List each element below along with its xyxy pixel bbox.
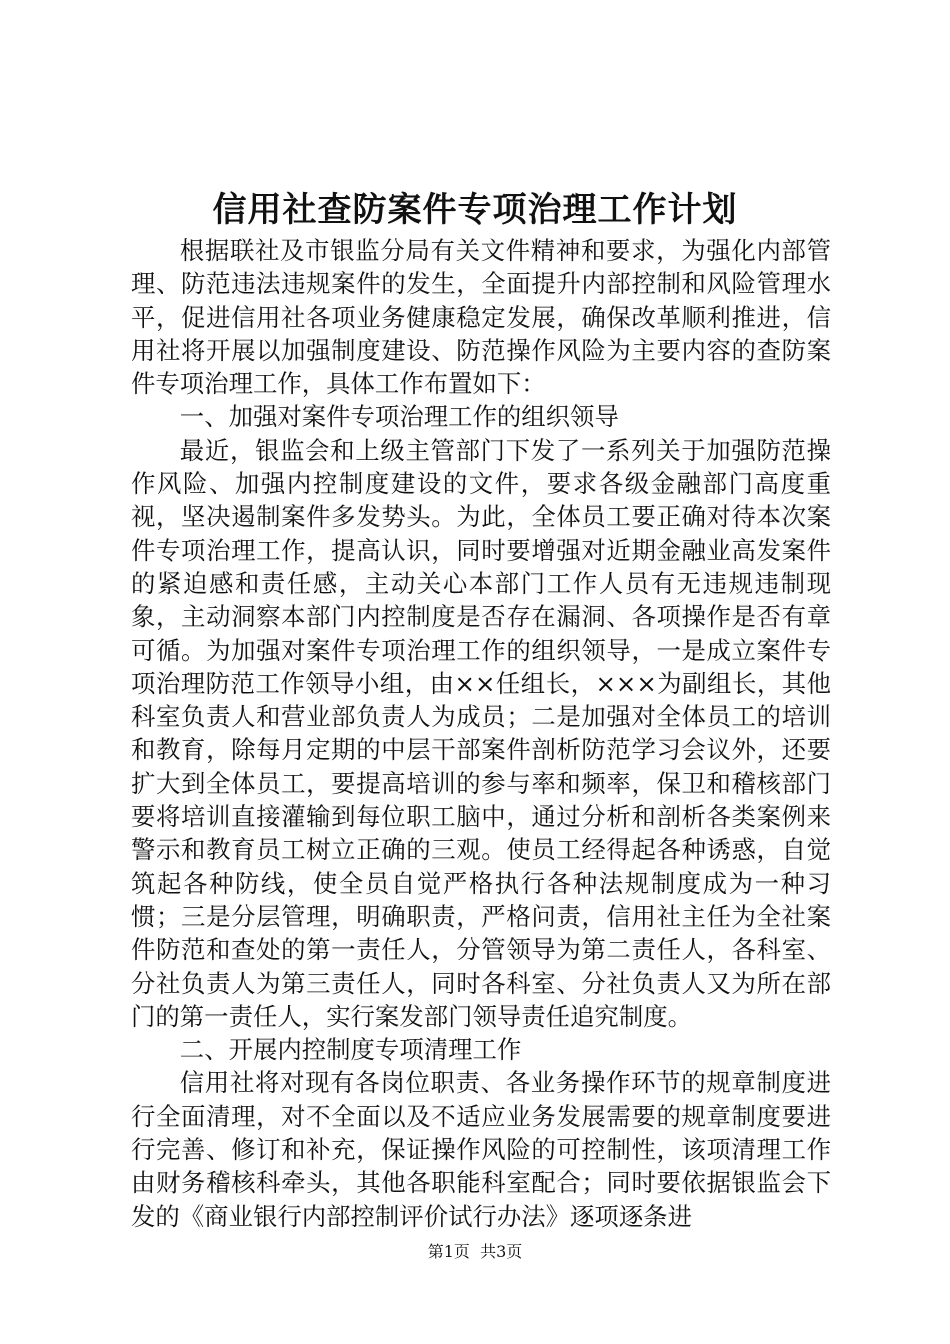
intro-paragraph: 根据联社及市银监分局有关文件精神和要求，为强化内部管理、防范违法违规案件的发生，全面提升内部控制和风险管理水平，促进信用社各项业务健康稳定发展，确保改革顺利推进，信用社将开展以加强制度建设、防范操作风险为主要内容的查防案件专项治理工作，具体工作布置如下： [131,236,831,399]
section-2-heading: 二、开展内控制度专项清理工作 [179,1035,522,1065]
document-title: 信用社查防案件专项治理工作计划 [212,190,738,230]
section-2-paragraph: 信用社将对现有各岗位职责、各业务操作环节的规章制度进行全面清理，对不全面以及不适应业务发展需要的规章制度要进行完善、修订和补充，保证操作风险的可控制性，该项清理工作由财务稽核科牵头，其他各职能科室配合；同时要依据银监会下发的《商业银行内部控制评价试行办法》逐项逐条进 [131,1068,831,1231]
page-footer: 第1页 共3页 [427,1242,523,1261]
section-1-heading: 一、加强对案件专项治理工作的组织领导 [179,402,619,432]
section-1-paragraph: 最近，银监会和上级主管部门下发了一系列关于加强防范操作风险、加强内控制度建设的文件，要求各级金融部门高度重视，坚决遏制案件多发势头。为此，全体员工要正确对待本次案件专项治理工作，提高认识，同时要增强对近期金融业高发案件的紧迫感和责任感，主动关心本部门工作人员有无违规违制现象，主动洞察本部门内控制度是否存在漏洞、各项操作是否有章可循。为加强对案件专项治理工作的组织领导，一是成立案件专项治理防范工作领导小组，由××任组长，×××为副组长，其他科室负责人和营业部负责人为成员；二是加强对全体员工的培训和教育，除每月定期的中层干部案件剖析防范学习会议外，还要扩大到全体员工，要提高培训的参与率和频率，保卫和稽核部门要将培训直接灌输到每位职工脑中，通过分析和剖析各类案例来警示和教育员工树立正确的三观。使员工经得起各种诱惑，自觉筑起各种防线，使全员自觉严格执行各种法规制度成为一种习惯；三是分层管理，明确职责，严格问责，信用社主任为全社案件防范和查处的第一责任人，分管领导为第二责任人，各科室、分社负责人为第三责任人，同时各科室、分社负责人又为所在部门的第一责任人，实行案发部门领导责任追究制度。 [131,435,831,1031]
document-body [131,234,831,1233]
